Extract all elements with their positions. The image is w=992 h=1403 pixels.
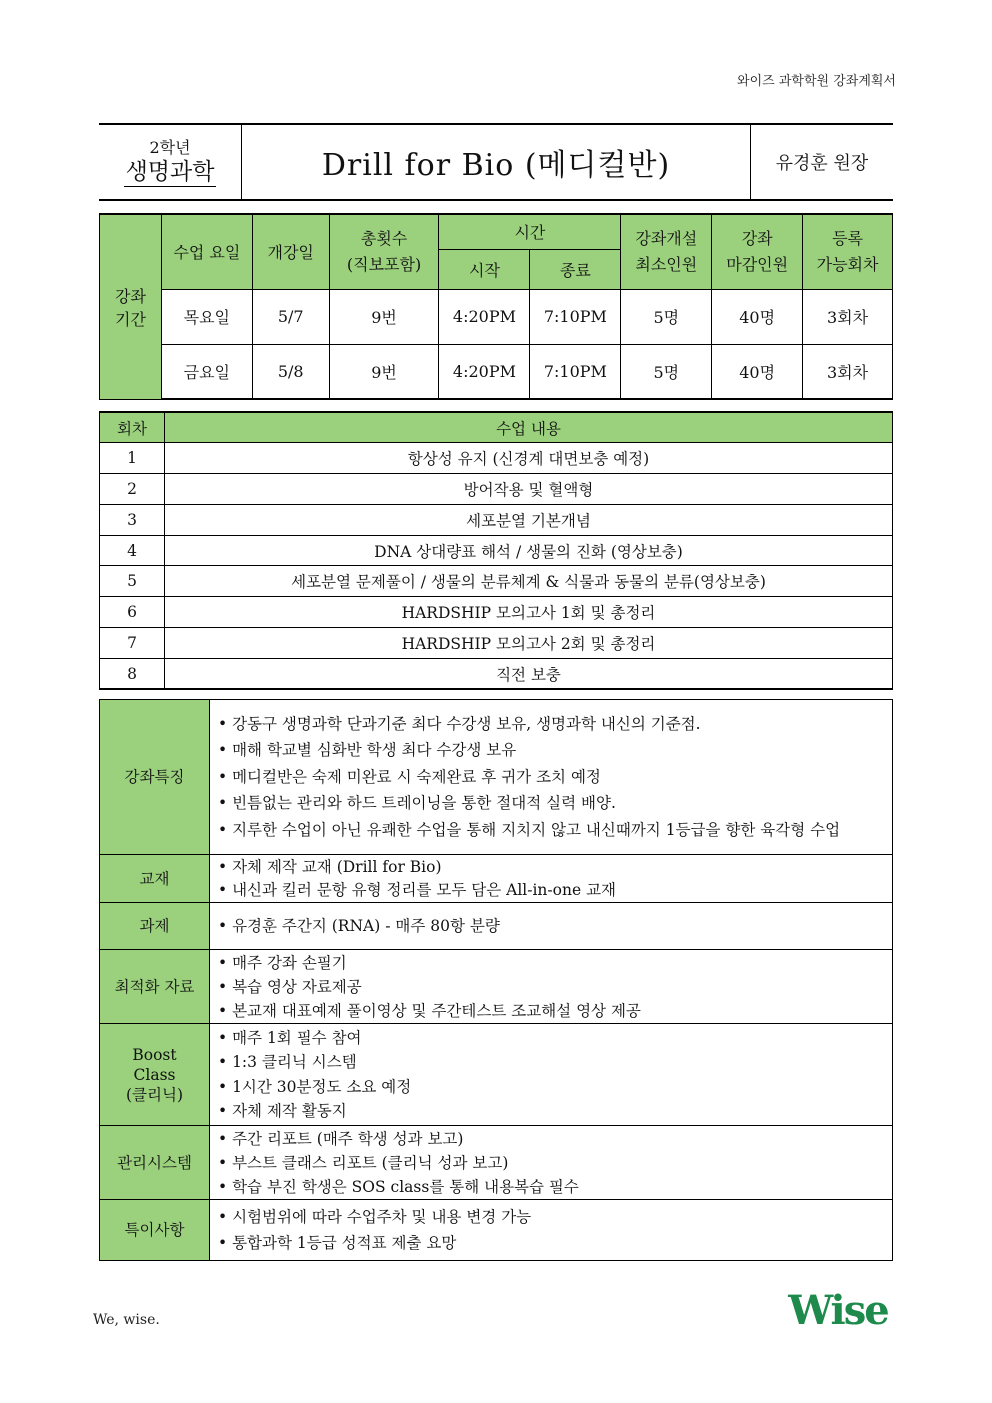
table-row	[100, 443, 893, 474]
feature-item: • 메디컬반은 숙제 미완료 시 숙제완료 후 귀가 조치 예정	[218, 767, 601, 786]
schedule-row	[100, 289, 893, 344]
schedule-row	[100, 344, 893, 399]
course-header	[99, 123, 893, 201]
feature-row-boost-class	[100, 1024, 893, 1126]
table-row	[100, 535, 893, 566]
feature-table	[99, 699, 893, 1261]
feature-content	[210, 1200, 893, 1261]
lesson-content: HARDSHIP 모의고사 1회 및 총정리	[165, 597, 893, 628]
period-label	[100, 214, 162, 399]
feature-item: • 1:3 클리닉 시스템	[218, 1053, 357, 1071]
start-time-cell: 4:20PM	[439, 344, 530, 399]
feature-item: • 부스트 클래스 리포트 (클리닉 성과 보고)	[218, 1153, 509, 1172]
feature-label	[100, 1024, 210, 1126]
subject-label: 생명과학	[125, 158, 215, 185]
grade-subject-cell	[99, 125, 242, 199]
lesson-content: 직전 보충	[165, 658, 893, 689]
feature-item: • 강동구 생명과학 단과기준 최다 수강생 보유, 생명과학 내신의 기준점.	[218, 714, 701, 733]
session-no: 7	[100, 628, 165, 659]
col-max-enroll	[712, 214, 803, 289]
table-row	[100, 504, 893, 535]
col-sessions-line: 총횟수	[360, 228, 408, 248]
document-header-label: 와이즈 과학학원 강좌계획서	[737, 74, 896, 89]
feature-label: 특이사항	[100, 1200, 210, 1261]
session-no: 4	[100, 535, 165, 566]
feature-item: • 주간 리포트 (매주 학생 성과 보고)	[218, 1129, 464, 1148]
session-no: 8	[100, 658, 165, 689]
reg-cell: 3회차	[803, 344, 893, 399]
col-reg-session	[803, 214, 893, 289]
logo-text: Wise	[788, 1288, 888, 1332]
lesson-content: 세포분열 기본개념	[165, 504, 893, 535]
col-max-line: 마감인원	[726, 254, 789, 274]
col-reg-line: 가능회차	[816, 254, 879, 274]
curriculum-table	[99, 411, 893, 690]
table-row	[100, 658, 893, 689]
feature-content	[210, 1024, 893, 1126]
max-cell: 40명	[712, 344, 803, 399]
period-label-line: 강좌	[114, 286, 146, 306]
table-row	[100, 597, 893, 628]
feature-content	[210, 855, 893, 903]
feature-content	[210, 950, 893, 1024]
col-time-start: 시작	[439, 249, 530, 289]
feature-row-notes	[100, 1200, 893, 1261]
table-row	[100, 474, 893, 505]
feature-row-homework	[100, 903, 893, 950]
feature-item: • 내신과 킬러 문항 유형 정리를 모두 담은 All-in-one 교재	[218, 880, 617, 899]
feature-label: 과제	[100, 903, 210, 950]
col-sessions	[329, 214, 439, 289]
feature-item: • 자체 제작 교재 (Drill for Bio)	[218, 857, 442, 876]
feature-item: • 지루한 수업이 아닌 유쾌한 수업을 통해 지치지 않고 내신때까지 1등급을 향한 육각형 수업	[218, 820, 841, 839]
session-no: 3	[100, 504, 165, 535]
lesson-content: 세포분열 문제풀이 / 생물의 분류체계 & 식물과 동물의 분류(영상보충)	[165, 566, 893, 597]
feature-item: • 매해 학교별 심화반 학생 최다 수강생 보유	[218, 741, 517, 760]
min-cell: 5명	[621, 344, 712, 399]
col-min-line: 강좌개설	[635, 228, 698, 248]
col-reg-line: 등록	[832, 228, 863, 248]
feature-item: • 자체 제작 활동지	[218, 1102, 347, 1120]
grade-label: 2학년	[149, 137, 191, 157]
min-cell: 5명	[621, 289, 712, 344]
feature-label: 관리시스템	[100, 1126, 210, 1200]
feature-item: • 통합과학 1등급 성적표 제출 요망	[218, 1234, 457, 1252]
col-day: 수업 요일	[161, 214, 252, 289]
col-start-date: 개강일	[252, 214, 329, 289]
lesson-content: 방어작용 및 혈액형	[165, 474, 893, 505]
col-sessions-line: (직보포함)	[346, 254, 422, 274]
col-time-end: 종료	[530, 249, 621, 289]
col-time: 시간	[439, 214, 621, 249]
session-no: 6	[100, 597, 165, 628]
session-no: 1	[100, 443, 165, 474]
feature-item: • 시험범위에 따라 수업주차 및 내용 변경 가능	[218, 1207, 532, 1226]
table-row	[100, 628, 893, 659]
schedule-table	[99, 213, 893, 400]
feature-label: 교재	[100, 855, 210, 903]
feature-item: • 유경훈 주간지 (RNA) - 매주 80항 분량	[218, 916, 500, 935]
footer-slogan: We, wise.	[93, 1312, 160, 1328]
feature-item: • 매주 강좌 손필기	[218, 953, 347, 972]
lesson-content: HARDSHIP 모의고사 2회 및 총정리	[165, 628, 893, 659]
feature-row-materials	[100, 950, 893, 1024]
feature-item: • 학습 부진 학생은 SOS class를 통해 내용복습 필수	[218, 1177, 579, 1196]
feature-content	[210, 1126, 893, 1200]
teacher-name: 유경훈 원장	[750, 125, 893, 199]
feature-item: • 본교재 대표예제 풀이영상 및 주간테스트 조교해설 영상 제공	[218, 1001, 641, 1020]
col-lesson-content: 수업 내용	[165, 412, 893, 443]
max-cell: 40명	[712, 289, 803, 344]
feature-row-textbook	[100, 855, 893, 903]
feature-item: • 복습 영상 자료제공	[218, 977, 362, 996]
feature-content	[210, 903, 893, 950]
feature-item: • 매주 1회 필수 참여	[218, 1028, 362, 1047]
col-max-line: 강좌	[741, 228, 773, 248]
feature-row-management	[100, 1126, 893, 1200]
sessions-cell: 9번	[329, 289, 439, 344]
date-cell: 5/8	[252, 344, 329, 399]
lesson-content: 항상성 유지 (신경계 대면보충 예정)	[165, 443, 893, 474]
course-title: Drill for Bio (메디컬반)	[321, 148, 671, 183]
end-time-cell: 7:10PM	[530, 289, 621, 344]
day-cell: 목요일	[161, 289, 252, 344]
feature-label-line: Boost	[132, 1045, 177, 1064]
col-min-line: 최소인원	[635, 254, 698, 274]
table-row	[100, 566, 893, 597]
feature-row-course	[100, 700, 893, 855]
col-session-no: 회차	[100, 412, 165, 443]
day-cell: 금요일	[161, 344, 252, 399]
session-no: 5	[100, 566, 165, 597]
feature-item: • 1시간 30분정도 소요 예정	[218, 1077, 412, 1096]
feature-label: 강좌특징	[100, 700, 210, 855]
start-time-cell: 4:20PM	[439, 289, 530, 344]
sessions-cell: 9번	[329, 344, 439, 399]
feature-item: • 빈틈없는 관리와 하드 트레이닝을 통한 절대적 실력 배양.	[218, 794, 616, 813]
period-label-line: 기간	[114, 309, 146, 329]
col-min-enroll	[621, 214, 712, 289]
wise-logo-icon	[780, 1288, 896, 1332]
session-no: 2	[100, 474, 165, 505]
feature-content	[210, 700, 893, 855]
feature-label-line: (클리닉)	[125, 1085, 183, 1104]
end-time-cell: 7:10PM	[530, 344, 621, 399]
date-cell: 5/7	[252, 289, 329, 344]
feature-label-line: Class	[133, 1065, 176, 1084]
feature-label: 최적화 자료	[100, 950, 210, 1024]
lesson-content: DNA 상대량표 해석 / 생물의 진화 (영상보충)	[165, 535, 893, 566]
reg-cell: 3회차	[803, 289, 893, 344]
